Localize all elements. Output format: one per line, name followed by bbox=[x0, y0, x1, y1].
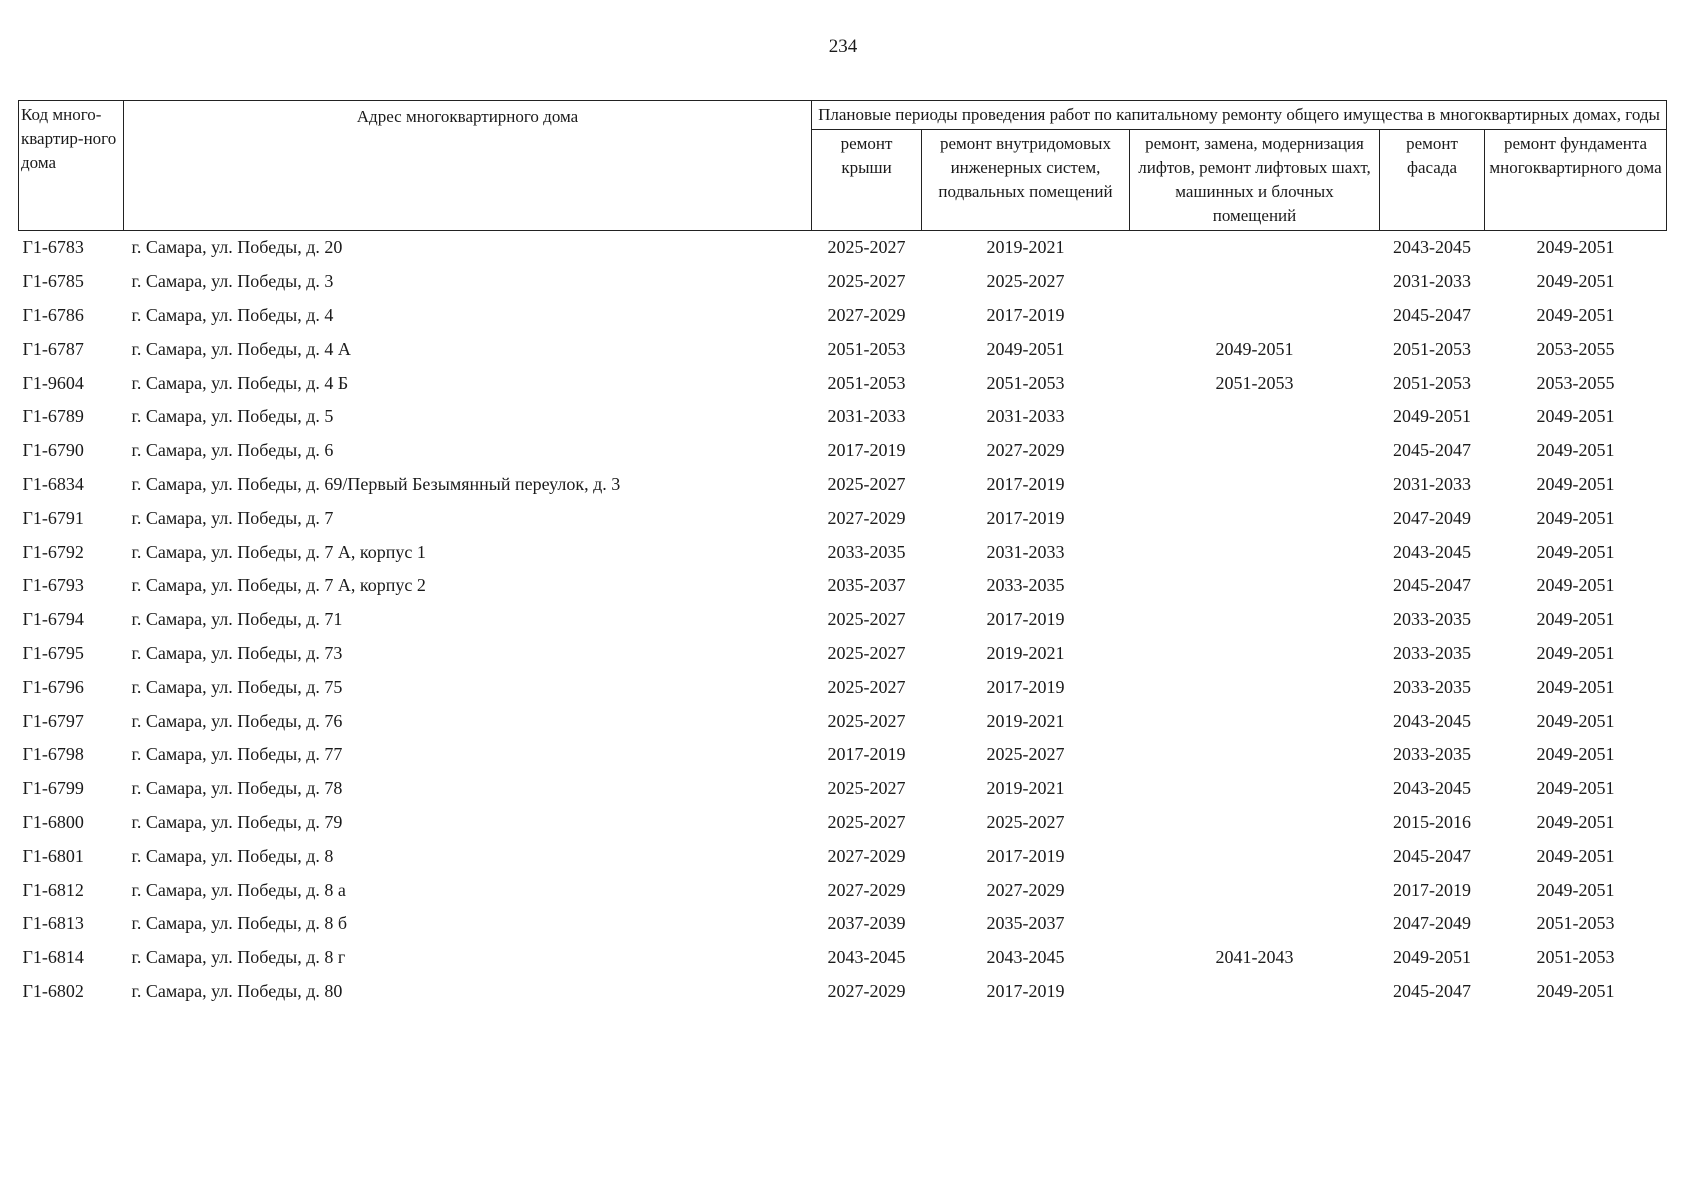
cell-lifts bbox=[1130, 535, 1380, 569]
cell-code: Г1-6801 bbox=[22, 845, 84, 866]
cell-facade: 2051-2053 bbox=[1393, 372, 1471, 393]
cell-lifts bbox=[1130, 400, 1380, 434]
table-row bbox=[19, 873, 1667, 907]
table-row bbox=[19, 738, 1667, 772]
cell-facade: 2043-2045 bbox=[1393, 778, 1471, 799]
cell-systems: 2019-2021 bbox=[986, 642, 1065, 663]
cell-foundation: 2049-2051 bbox=[1536, 271, 1615, 292]
cell-foundation: 2049-2051 bbox=[1536, 642, 1615, 663]
table-row bbox=[19, 231, 1667, 265]
table-row bbox=[19, 501, 1667, 535]
cell-roof: 2025-2027 bbox=[827, 473, 906, 494]
cell-roof: 2025-2027 bbox=[827, 237, 906, 258]
cell-foundation: 2049-2051 bbox=[1536, 744, 1615, 765]
cell-code: Г1-6802 bbox=[22, 980, 84, 1001]
cell-code: Г1-6796 bbox=[22, 676, 84, 697]
cell-address: г. Самара, ул. Победы, д. 6 bbox=[131, 440, 334, 461]
cell-roof: 2035-2037 bbox=[827, 575, 906, 596]
cell-foundation: 2049-2051 bbox=[1536, 609, 1615, 630]
cell-roof: 2025-2027 bbox=[827, 710, 906, 731]
cell-code: Г1-6791 bbox=[22, 507, 84, 528]
cell-address: г. Самара, ул. Победы, д. 7 А, корпус 1 bbox=[131, 541, 426, 562]
table-row bbox=[19, 806, 1667, 840]
cell-roof: 2017-2019 bbox=[827, 440, 906, 461]
header-roof: ремонт крыши bbox=[812, 130, 922, 231]
cell-foundation: 2049-2051 bbox=[1536, 406, 1615, 427]
table-row bbox=[19, 670, 1667, 704]
cell-roof: 2027-2029 bbox=[827, 304, 906, 325]
cell-foundation: 2049-2051 bbox=[1536, 980, 1615, 1001]
cell-address: г. Самара, ул. Победы, д. 8 bbox=[131, 845, 334, 866]
cell-lifts bbox=[1130, 299, 1380, 333]
cell-facade: 2015-2016 bbox=[1393, 811, 1471, 832]
cell-facade: 2033-2035 bbox=[1393, 744, 1471, 765]
cell-roof: 2031-2033 bbox=[827, 406, 906, 427]
cell-roof: 2025-2027 bbox=[827, 811, 906, 832]
table-row bbox=[19, 366, 1667, 400]
cell-lifts bbox=[1130, 907, 1380, 941]
cell-lifts: 2041-2043 bbox=[1215, 947, 1294, 968]
cell-code: Г1-6793 bbox=[22, 575, 84, 596]
cell-roof: 2027-2029 bbox=[827, 845, 906, 866]
cell-lifts bbox=[1130, 637, 1380, 671]
table-row bbox=[19, 400, 1667, 434]
cell-systems: 2025-2027 bbox=[986, 271, 1065, 292]
cell-systems: 2043-2045 bbox=[986, 947, 1065, 968]
cell-lifts bbox=[1130, 468, 1380, 502]
cell-code: Г1-6794 bbox=[22, 609, 84, 630]
cell-facade: 2043-2045 bbox=[1393, 541, 1471, 562]
cell-roof: 2025-2027 bbox=[827, 271, 906, 292]
header-systems: ремонт внутридомовых инженерных систем, подвальных помещений bbox=[922, 130, 1130, 231]
cell-systems: 2035-2037 bbox=[986, 913, 1065, 934]
cell-code: Г1-6814 bbox=[22, 947, 84, 968]
cell-systems: 2027-2029 bbox=[986, 440, 1065, 461]
header-foundation: ремонт фундамента многоквартирного дома bbox=[1485, 130, 1667, 231]
cell-roof: 2025-2027 bbox=[827, 609, 906, 630]
cell-roof: 2037-2039 bbox=[827, 913, 906, 934]
cell-systems: 2017-2019 bbox=[986, 609, 1065, 630]
header-address: Адрес многоквартирного дома bbox=[124, 101, 812, 231]
cell-code: Г1-6812 bbox=[22, 879, 84, 900]
table-row bbox=[19, 434, 1667, 468]
cell-address: г. Самара, ул. Победы, д. 78 bbox=[131, 778, 343, 799]
cell-lifts bbox=[1130, 738, 1380, 772]
cell-facade: 2033-2035 bbox=[1393, 609, 1471, 630]
cell-systems: 2017-2019 bbox=[986, 980, 1065, 1001]
header-lifts: ремонт, замена, модернизация лифтов, ремонт лифтовых шахт, машинных и блочных помещений bbox=[1130, 130, 1380, 231]
cell-facade: 2033-2035 bbox=[1393, 676, 1471, 697]
cell-facade: 2045-2047 bbox=[1393, 575, 1471, 596]
cell-systems: 2031-2033 bbox=[986, 541, 1065, 562]
cell-foundation: 2049-2051 bbox=[1536, 507, 1615, 528]
cell-lifts bbox=[1130, 704, 1380, 738]
cell-facade: 2045-2047 bbox=[1393, 304, 1471, 325]
cell-lifts bbox=[1130, 975, 1380, 1009]
cell-foundation: 2049-2051 bbox=[1536, 879, 1615, 900]
cell-lifts bbox=[1130, 501, 1380, 535]
cell-foundation: 2049-2051 bbox=[1536, 473, 1615, 494]
cell-address: г. Самара, ул. Победы, д. 20 bbox=[131, 237, 343, 258]
cell-systems: 2049-2051 bbox=[986, 338, 1065, 359]
cell-roof: 2025-2027 bbox=[827, 676, 906, 697]
cell-systems: 2019-2021 bbox=[986, 237, 1065, 258]
table-row bbox=[19, 468, 1667, 502]
cell-code: Г1-6797 bbox=[22, 710, 84, 731]
cell-code: Г1-6785 bbox=[22, 271, 84, 292]
table-row bbox=[19, 772, 1667, 806]
cell-foundation: 2049-2051 bbox=[1536, 575, 1615, 596]
cell-roof: 2027-2029 bbox=[827, 980, 906, 1001]
table-row bbox=[19, 907, 1667, 941]
table-row bbox=[19, 839, 1667, 873]
cell-address: г. Самара, ул. Победы, д. 4 Б bbox=[131, 372, 349, 393]
table-row bbox=[19, 704, 1667, 738]
cell-facade: 2017-2019 bbox=[1393, 879, 1471, 900]
cell-code: Г1-6813 bbox=[22, 913, 84, 934]
cell-lifts bbox=[1130, 265, 1380, 299]
header-facade: ремонт фасада bbox=[1380, 130, 1485, 231]
header-periods-group: Плановые периоды проведения работ по капитальному ремонту общего имущества в многоквартирных домах, годы bbox=[812, 101, 1667, 130]
cell-roof: 2025-2027 bbox=[827, 778, 906, 799]
cell-code: Г1-6792 bbox=[22, 541, 84, 562]
cell-address: г. Самара, ул. Победы, д. 8 г bbox=[131, 947, 346, 968]
cell-facade: 2049-2051 bbox=[1393, 947, 1471, 968]
cell-facade: 2043-2045 bbox=[1393, 710, 1471, 731]
cell-address: г. Самара, ул. Победы, д. 69/Первый Безымянный переулок, д. 3 bbox=[131, 473, 621, 494]
cell-address: г. Самара, ул. Победы, д. 4 А bbox=[131, 338, 351, 359]
cell-address: г. Самара, ул. Победы, д. 76 bbox=[131, 710, 343, 731]
cell-systems: 2017-2019 bbox=[986, 676, 1065, 697]
cell-roof: 2027-2029 bbox=[827, 507, 906, 528]
cell-roof: 2043-2045 bbox=[827, 947, 906, 968]
cell-lifts bbox=[1130, 569, 1380, 603]
table-row bbox=[19, 332, 1667, 366]
cell-lifts: 2051-2053 bbox=[1215, 372, 1294, 393]
table-row bbox=[19, 637, 1667, 671]
cell-foundation: 2049-2051 bbox=[1536, 237, 1615, 258]
cell-foundation: 2049-2051 bbox=[1536, 541, 1615, 562]
table-row bbox=[19, 535, 1667, 569]
cell-lifts bbox=[1130, 670, 1380, 704]
cell-address: г. Самара, ул. Победы, д. 77 bbox=[131, 744, 343, 765]
cell-lifts: 2049-2051 bbox=[1215, 338, 1294, 359]
cell-foundation: 2049-2051 bbox=[1536, 440, 1615, 461]
cell-address: г. Самара, ул. Победы, д. 3 bbox=[131, 271, 334, 292]
cell-facade: 2049-2051 bbox=[1393, 406, 1471, 427]
cell-systems: 2019-2021 bbox=[986, 710, 1065, 731]
cell-facade: 2047-2049 bbox=[1393, 507, 1471, 528]
table-row bbox=[19, 603, 1667, 637]
table-row bbox=[19, 975, 1667, 1009]
cell-systems: 2033-2035 bbox=[986, 575, 1065, 596]
cell-lifts bbox=[1130, 434, 1380, 468]
cell-roof: 2017-2019 bbox=[827, 744, 906, 765]
cell-foundation: 2053-2055 bbox=[1536, 372, 1615, 393]
cell-address: г. Самара, ул. Победы, д. 73 bbox=[131, 642, 343, 663]
cell-foundation: 2049-2051 bbox=[1536, 811, 1615, 832]
cell-facade: 2045-2047 bbox=[1393, 980, 1471, 1001]
cell-address: г. Самара, ул. Победы, д. 4 bbox=[131, 304, 334, 325]
cell-address: г. Самара, ул. Победы, д. 79 bbox=[131, 811, 343, 832]
header-code: Код много-квартир-ного дома bbox=[19, 101, 124, 231]
cell-lifts bbox=[1130, 231, 1380, 265]
cell-lifts bbox=[1130, 873, 1380, 907]
cell-systems: 2051-2053 bbox=[986, 372, 1065, 393]
cell-code: Г1-6787 bbox=[22, 338, 84, 359]
cell-foundation: 2049-2051 bbox=[1536, 710, 1615, 731]
cell-foundation: 2049-2051 bbox=[1536, 778, 1615, 799]
cell-lifts bbox=[1130, 806, 1380, 840]
cell-address: г. Самара, ул. Победы, д. 7 А, корпус 2 bbox=[131, 575, 426, 596]
cell-facade: 2047-2049 bbox=[1393, 913, 1471, 934]
cell-roof: 2027-2029 bbox=[827, 879, 906, 900]
cell-facade: 2045-2047 bbox=[1393, 440, 1471, 461]
cell-code: Г1-6834 bbox=[22, 473, 84, 494]
cell-systems: 2027-2029 bbox=[986, 879, 1065, 900]
cell-foundation: 2051-2053 bbox=[1536, 913, 1615, 934]
cell-foundation: 2049-2051 bbox=[1536, 845, 1615, 866]
cell-roof: 2051-2053 bbox=[827, 338, 906, 359]
cell-address: г. Самара, ул. Победы, д. 8 а bbox=[131, 879, 346, 900]
cell-code: Г1-6795 bbox=[22, 642, 84, 663]
cell-systems: 2019-2021 bbox=[986, 778, 1065, 799]
cell-lifts bbox=[1130, 603, 1380, 637]
repair-schedule-sheet bbox=[18, 100, 1666, 1008]
cell-roof: 2051-2053 bbox=[827, 372, 906, 393]
cell-foundation: 2053-2055 bbox=[1536, 338, 1615, 359]
cell-systems: 2017-2019 bbox=[986, 473, 1065, 494]
cell-roof: 2025-2027 bbox=[827, 642, 906, 663]
cell-systems: 2017-2019 bbox=[986, 507, 1065, 528]
cell-address: г. Самара, ул. Победы, д. 5 bbox=[131, 406, 334, 427]
cell-code: Г1-6799 bbox=[22, 778, 84, 799]
cell-address: г. Самара, ул. Победы, д. 75 bbox=[131, 676, 343, 697]
cell-address: г. Самара, ул. Победы, д. 80 bbox=[131, 980, 343, 1001]
cell-address: г. Самара, ул. Победы, д. 71 bbox=[131, 609, 343, 630]
cell-lifts bbox=[1130, 839, 1380, 873]
cell-code: Г1-6800 bbox=[22, 811, 84, 832]
cell-facade: 2031-2033 bbox=[1393, 473, 1471, 494]
cell-facade: 2051-2053 bbox=[1393, 338, 1471, 359]
table-body bbox=[19, 231, 1667, 1009]
page-number: 234 bbox=[828, 36, 858, 57]
table-row bbox=[19, 941, 1667, 975]
cell-facade: 2031-2033 bbox=[1393, 271, 1471, 292]
table-header bbox=[19, 101, 1667, 231]
cell-systems: 2031-2033 bbox=[986, 406, 1065, 427]
cell-address: г. Самара, ул. Победы, д. 8 б bbox=[131, 913, 348, 934]
cell-roof: 2033-2035 bbox=[827, 541, 906, 562]
cell-foundation: 2051-2053 bbox=[1536, 947, 1615, 968]
cell-systems: 2025-2027 bbox=[986, 744, 1065, 765]
repair-schedule-table bbox=[18, 100, 1667, 1008]
table-row bbox=[19, 569, 1667, 603]
cell-code: Г1-6789 bbox=[22, 406, 84, 427]
cell-code: Г1-6790 bbox=[22, 440, 84, 461]
table-row bbox=[19, 265, 1667, 299]
cell-facade: 2045-2047 bbox=[1393, 845, 1471, 866]
cell-systems: 2017-2019 bbox=[986, 845, 1065, 866]
cell-facade: 2033-2035 bbox=[1393, 642, 1471, 663]
cell-lifts bbox=[1130, 772, 1380, 806]
cell-facade: 2043-2045 bbox=[1393, 237, 1471, 258]
cell-code: Г1-6798 bbox=[22, 744, 84, 765]
cell-code: Г1-6783 bbox=[22, 237, 84, 258]
cell-systems: 2017-2019 bbox=[986, 304, 1065, 325]
cell-code: Г1-6786 bbox=[22, 304, 84, 325]
table-row bbox=[19, 299, 1667, 333]
cell-foundation: 2049-2051 bbox=[1536, 304, 1615, 325]
cell-code: Г1-9604 bbox=[22, 372, 84, 393]
cell-systems: 2025-2027 bbox=[986, 811, 1065, 832]
cell-address: г. Самара, ул. Победы, д. 7 bbox=[131, 507, 334, 528]
cell-foundation: 2049-2051 bbox=[1536, 676, 1615, 697]
